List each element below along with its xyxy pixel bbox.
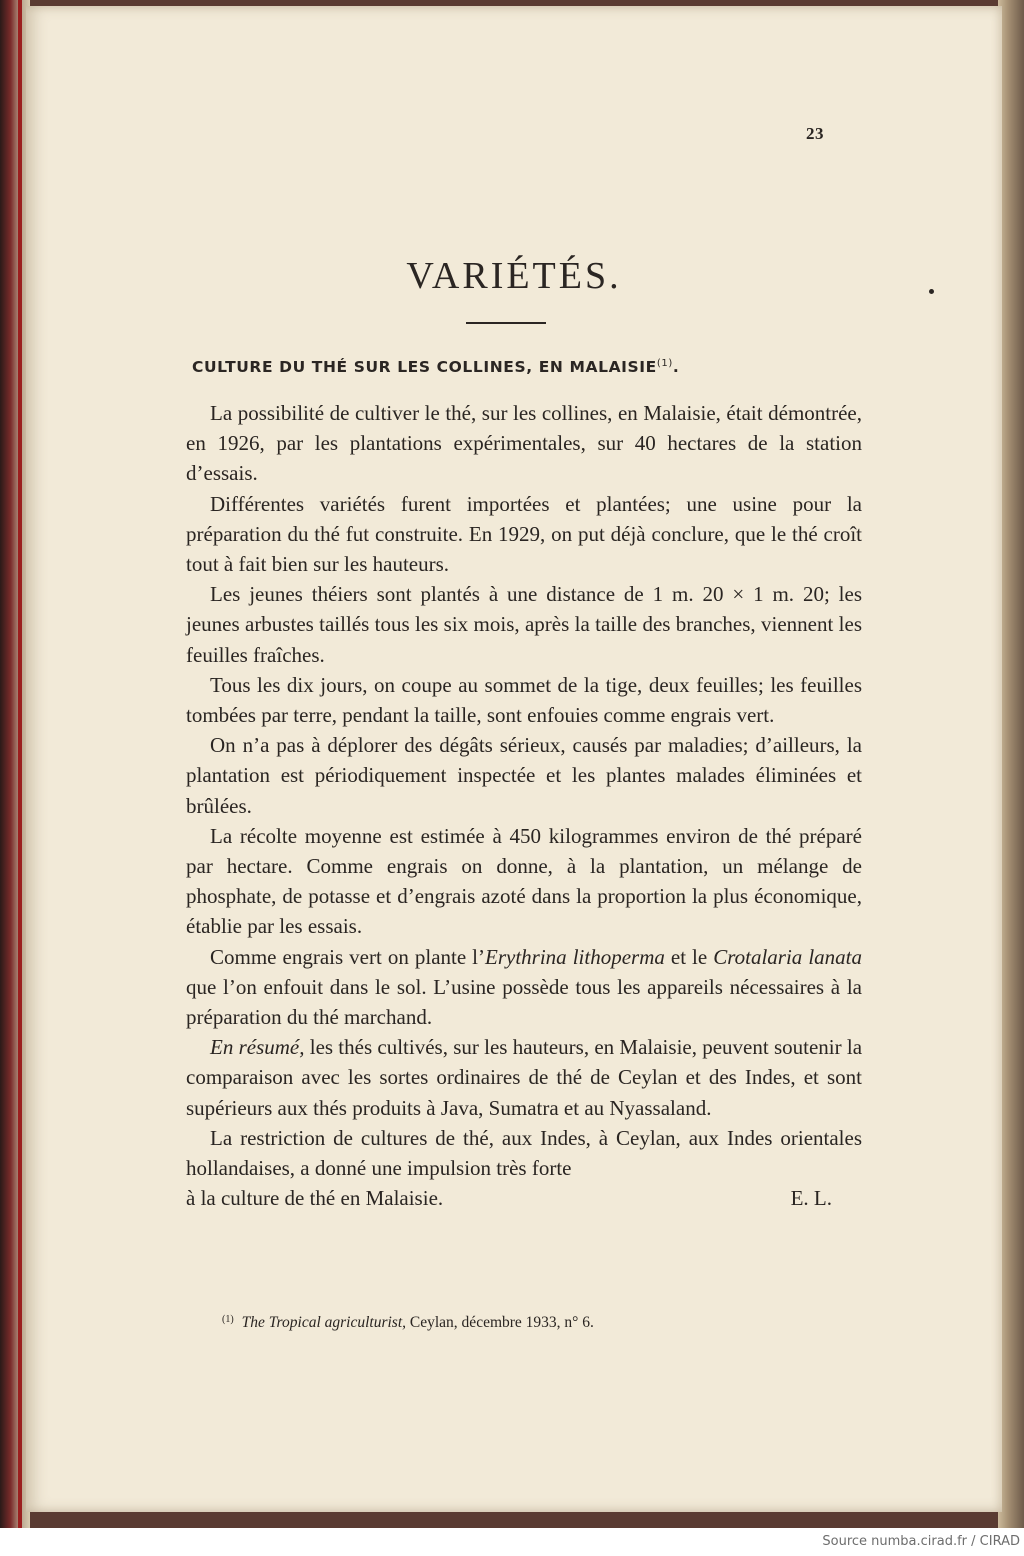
page-number: 23 <box>806 124 824 143</box>
paragraph-4: Tous les dix jours, on coupe au sommet de la tige, deux feuilles; les feuilles tombées par terre, pendant la taille, sont enfouies comme engrais vert. <box>186 672 862 728</box>
footnote-source-details: Ceylan, décembre 1933, n° 6. <box>406 1314 594 1331</box>
closing-text: à la culture de thé en Malaisie. <box>186 1186 444 1211</box>
binding-stripe <box>18 0 22 1528</box>
summary-lead: En résumé, <box>210 1035 305 1060</box>
paragraph-2: Différentes variétés furent importées et plantées; une usine pour la préparation du thé fut construite. En 1929, on put déjà conclure, que le thé croît tout à fait bien sur les hauteurs. <box>186 491 862 577</box>
footnote <box>222 1314 594 1332</box>
paragraph-7-text-a: Comme engrais vert on plante l’ <box>210 944 486 969</box>
ink-speck <box>929 289 934 294</box>
footnote-mark: (1) <box>222 1314 234 1325</box>
section-title: VARIÉTÉS. <box>406 255 622 297</box>
species-name-erythrina: Erythrina lithoperma <box>485 944 665 969</box>
article-heading <box>192 358 679 376</box>
article-heading-text: CULTURE DU THÉ SUR LES COLLINES, EN MALAISIE <box>192 358 657 376</box>
footnote-source-title: The Tropical agriculturist, <box>241 1314 407 1331</box>
paragraph-6: La récolte moyenne est estimée à 450 kilogrammes environ de thé préparé par hectare. Comme engrais on donne, à la plantation, un mélange de phosphate, de potasse et d’engrais azoté dans la proportion la plus économique, établie par les essais. <box>186 823 862 939</box>
paragraph-8-text: les thés cultivés, sur les hauteurs, en Malaisie, peuvent soutenir la comparaison avec les sortes ordinaires de thé de Ceylan et des Indes, et sont supérieurs aux thés produits à Java, Sumatra et au Nyassaland. <box>186 1035 863 1120</box>
paragraph-1: La possibilité de cultiver le thé, sur les collines, en Malaisie, était démontrée, en 1926, par les plantations expérimentales, sur 40 hectares de la station d’essais. <box>186 401 862 486</box>
paragraph-7 <box>186 942 862 1033</box>
source-credit: Source numba.cirad.fr / CIRAD <box>822 1534 1020 1549</box>
title-divider <box>466 322 546 324</box>
paragraph-5: On n’a pas à déplorer des dégâts sérieux, causés par maladies; d’ailleurs, la plantation est périodiquement inspectée et les plantes malades éliminées et brûlées. <box>186 733 862 818</box>
paragraph-9-text: La restriction de cultures de thé, aux Indes, à Ceylan, aux Indes orientales hollandaises, a donné une impulsion très forte <box>186 1125 862 1181</box>
paragraph-8 <box>186 1032 862 1123</box>
paragraph-3: Les jeunes théiers sont plantés à une distance de 1 m. 20 × 1 m. 20; les jeunes arbustes taillés tous les six mois, après la taille des branches, viennent les feuilles fraîches. <box>186 582 862 667</box>
paragraph-9 <box>186 1123 862 1183</box>
article-heading-period: . <box>672 358 680 376</box>
paragraph-7-text-e: que l’on enfouit dans le sol. L’usine possède tous les appareils nécessaires à la préparation du thé marchand. <box>186 974 862 1030</box>
footnote-reference: (1) <box>656 358 673 369</box>
paragraph-7-text-c: et le <box>664 944 714 969</box>
paper-page <box>26 6 1002 1512</box>
closing-line <box>186 1183 862 1213</box>
author-signature: E. L. <box>790 1186 832 1211</box>
species-name-crotalaria: Crotalaria lanata <box>713 944 862 969</box>
article-body <box>186 398 862 1213</box>
